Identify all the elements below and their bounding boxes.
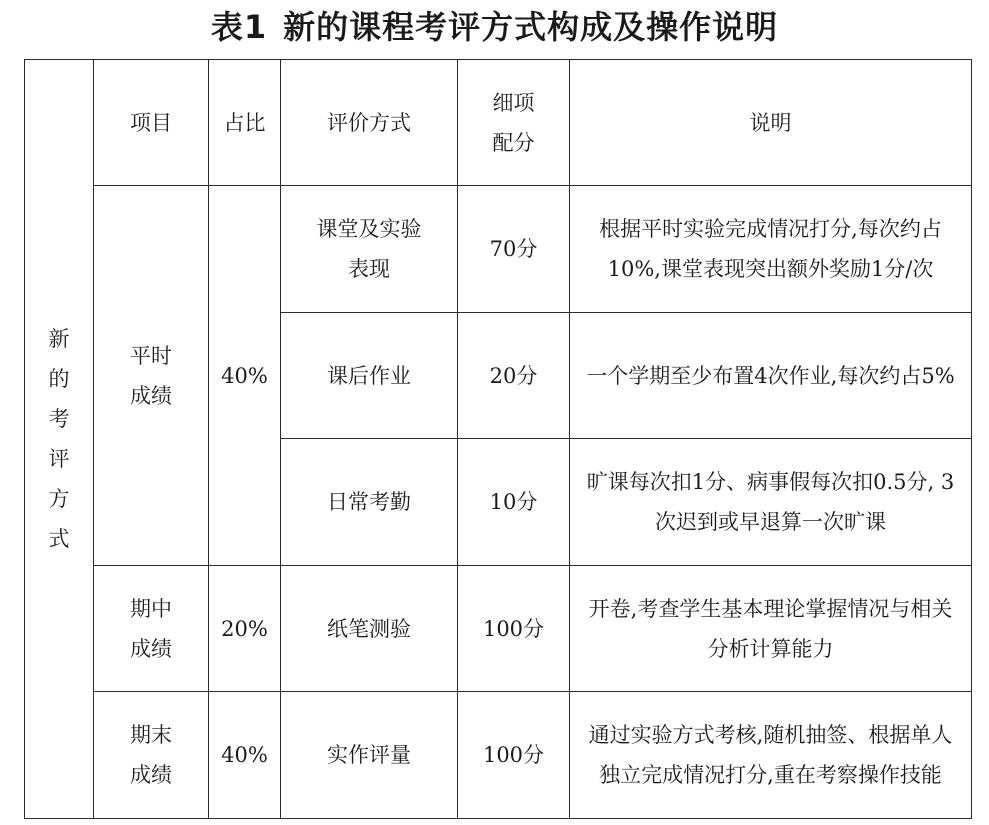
note-cell: 通过实验方式考核,随机抽签、根据单人独立完成情况打分,重在考察操作技能: [570, 692, 972, 819]
item-cell: 平时成绩: [94, 186, 209, 566]
evaluation-table: [24, 59, 972, 819]
score-cell: 70分: [458, 186, 570, 313]
row-header-cell: [25, 60, 94, 819]
ratio-cell: 20%: [209, 566, 281, 692]
method-cell: 纸笔测验: [281, 566, 458, 692]
header-note: 说明: [570, 60, 972, 186]
table-row: [25, 566, 972, 692]
item-cell: 期末成绩: [94, 692, 209, 819]
note-cell: 旷课每次扣1分、病事假每次扣0.5分, 3次迟到或早退算一次旷课: [570, 439, 972, 566]
score-cell: 100分: [458, 566, 570, 692]
row-header-text: 新的考评方式: [48, 327, 70, 551]
header-item: 项目: [94, 60, 209, 186]
ratio-cell: 40%: [209, 186, 281, 566]
ratio-cell: 40%: [209, 692, 281, 819]
header-row: [25, 60, 972, 186]
header-score: 细项配分: [458, 60, 570, 186]
method-cell: 日常考勤: [281, 439, 458, 566]
table-caption: 新的课程考评方式构成及操作说明: [283, 8, 779, 46]
table-number: 表1: [210, 8, 268, 46]
method-cell: 实作评量: [281, 692, 458, 819]
note-cell: 一个学期至少布置4次作业,每次约占5%: [570, 313, 972, 439]
note-cell: 开卷,考查学生基本理论掌握情况与相关分析计算能力: [570, 566, 972, 692]
score-cell: 100分: [458, 692, 570, 819]
table-row: [25, 186, 972, 313]
method-cell: 课后作业: [281, 313, 458, 439]
method-cell: 课堂及实验表现: [281, 186, 458, 313]
table-title: [0, 4, 989, 50]
note-cell: 根据平时实验完成情况打分,每次约占10%,课堂表现突出额外奖励1分/次: [570, 186, 972, 313]
header-method: 评价方式: [281, 60, 458, 186]
score-cell: 10分: [458, 439, 570, 566]
item-cell: 期中成绩: [94, 566, 209, 692]
table-row: [25, 692, 972, 819]
score-cell: 20分: [458, 313, 570, 439]
header-ratio: 占比: [209, 60, 281, 186]
evaluation-table-container: [24, 59, 972, 819]
